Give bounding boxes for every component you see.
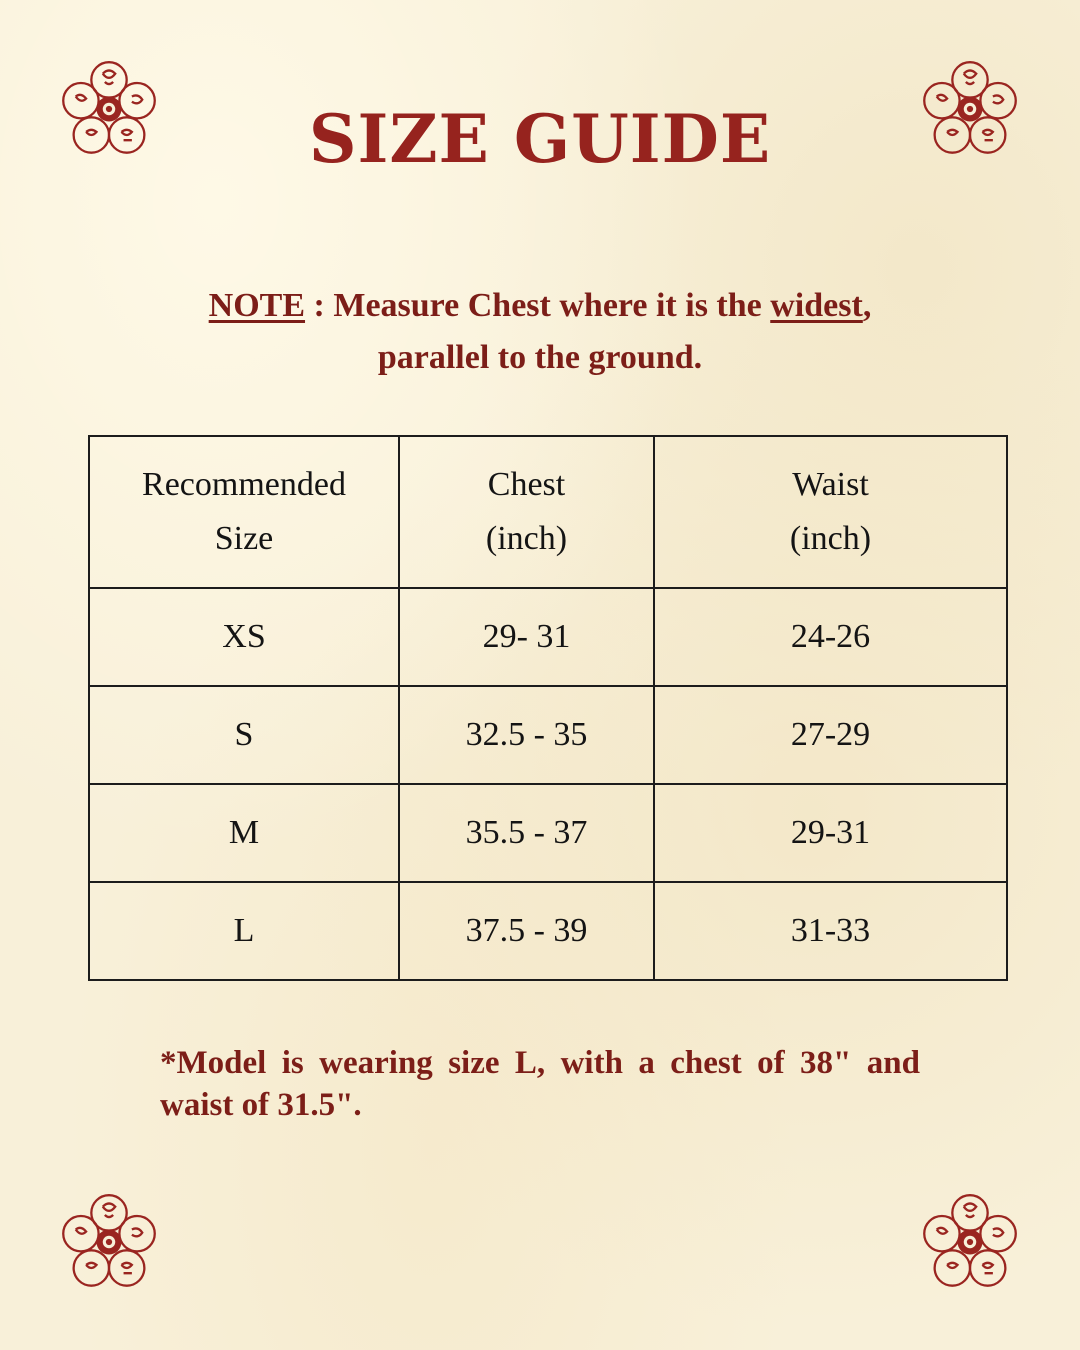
table-row <box>89 588 1007 686</box>
cell-chest: 32.5 - 35 <box>399 686 654 784</box>
cell-size: XS <box>89 588 399 686</box>
header-chest <box>399 436 654 588</box>
note-separator: : <box>305 287 334 324</box>
note-label: NOTE <box>208 287 306 324</box>
header-waist <box>654 436 1007 588</box>
cell-waist: 29-31 <box>654 784 1007 882</box>
cell-chest: 35.5 - 37 <box>399 784 654 882</box>
cell-waist: 31-33 <box>654 882 1007 980</box>
table-row <box>89 686 1007 784</box>
note-line-2: parallel to the ground. <box>377 339 703 376</box>
model-footnote: *Model is wearing size L, with a chest of 38" and waist of 31.5". <box>160 1045 920 1123</box>
size-table <box>88 435 1008 981</box>
cell-size: L <box>89 882 399 980</box>
cell-waist: 27-29 <box>654 686 1007 784</box>
floral-seal-icon <box>918 1190 1022 1294</box>
header-line: Waist <box>792 466 869 503</box>
cell-waist: 24-26 <box>654 588 1007 686</box>
table-row <box>89 882 1007 980</box>
header-line: Size <box>214 520 274 557</box>
header-size <box>89 436 399 588</box>
table-row <box>89 784 1007 882</box>
page-title: SIZE GUIDE <box>308 100 772 178</box>
header-line: Recommended <box>142 466 346 503</box>
note-text-after: , <box>862 287 872 324</box>
floral-seal-icon <box>57 1190 161 1294</box>
cell-chest: 37.5 - 39 <box>399 882 654 980</box>
note-line-1 <box>0 280 1080 332</box>
header-line: (inch) <box>485 520 568 557</box>
note-text-before: Measure Chest where it is the <box>333 287 771 324</box>
cell-size: S <box>89 686 399 784</box>
table-header-row <box>89 436 1007 588</box>
header-line: (inch) <box>789 520 872 557</box>
measurement-note <box>0 280 1080 384</box>
cell-chest: 29- 31 <box>399 588 654 686</box>
cell-size: M <box>89 784 399 882</box>
header-line: Chest <box>487 466 566 503</box>
note-emphasis: widest <box>770 287 863 324</box>
